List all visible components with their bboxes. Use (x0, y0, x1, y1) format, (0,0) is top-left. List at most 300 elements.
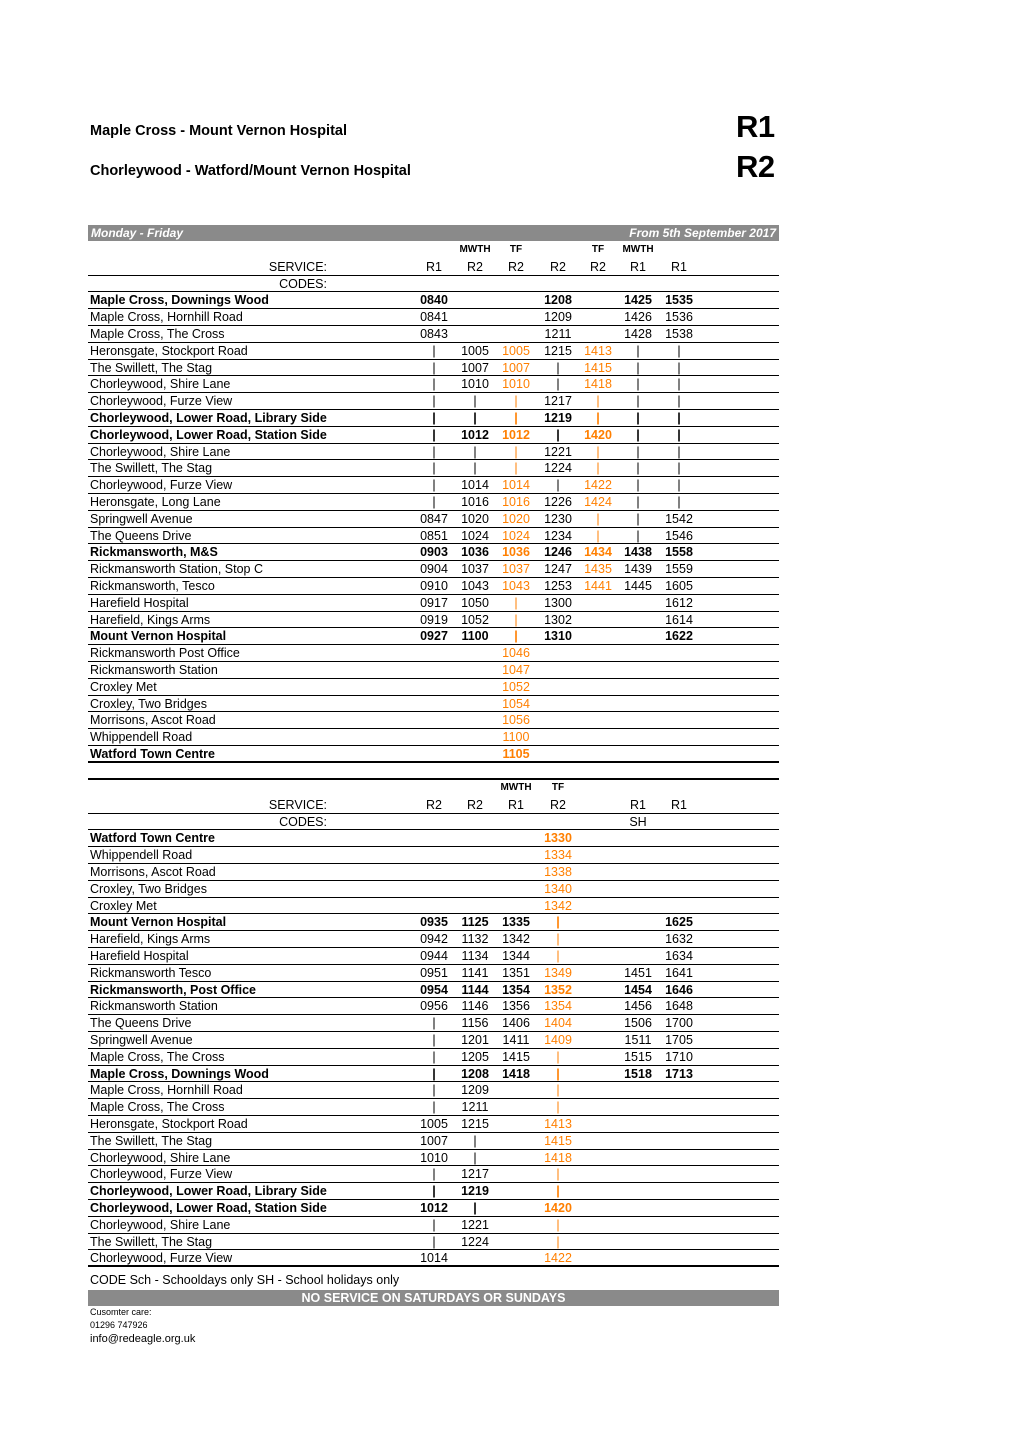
table-row (88, 1032, 779, 1049)
departure-time: | (473, 1133, 477, 1148)
departure-time: 0919 (420, 612, 448, 627)
table-row (88, 544, 779, 561)
stop-name: Harefield, Kings Arms (90, 612, 211, 627)
route-title-r1: Maple Cross - Mount Vernon Hospital (90, 123, 347, 139)
stop-name: The Swillett, The Stag (90, 1234, 213, 1249)
departure-time: | (432, 1234, 436, 1249)
departure-time: | (432, 1032, 436, 1047)
day-code: MWTH (500, 782, 532, 793)
stop-name: Watford Town Centre (90, 746, 215, 761)
departure-time: | (677, 410, 681, 425)
departure-time: | (432, 427, 436, 442)
departure-time: 1050 (461, 595, 489, 610)
service-code: R2 (550, 259, 566, 274)
departure-time: | (432, 1066, 436, 1081)
table-row (88, 460, 779, 477)
departure-time: 0927 (420, 629, 448, 644)
departure-time: | (473, 1200, 477, 1215)
departure-time: 1349 (544, 965, 572, 980)
departure-time: 1641 (665, 965, 693, 980)
day-code: TF (509, 244, 523, 255)
departure-time: 1010 (461, 377, 489, 392)
customer-care-email[interactable]: info@redeagle.org.uk (90, 1333, 196, 1345)
departure-time: 1005 (461, 343, 489, 358)
day-code: TF (551, 782, 565, 793)
departure-time: 1422 (544, 1251, 572, 1266)
stop-name: Chorleywood, Shire Lane (90, 1217, 231, 1232)
departure-time: 1338 (544, 864, 572, 879)
departure-time: 1205 (461, 1049, 489, 1064)
stop-name: Heronsgate, Stockport Road (90, 343, 248, 358)
effective-date: From 5th September 2017 (629, 226, 776, 240)
departure-time: | (556, 377, 560, 392)
departure-time: | (556, 1167, 560, 1182)
table-row (88, 1200, 779, 1217)
day-code: MWTH (622, 244, 654, 255)
departure-time: | (514, 595, 518, 610)
stop-name: Chorleywood, Shire Lane (90, 377, 231, 392)
departure-time: 1014 (461, 478, 489, 493)
departure-time: | (473, 1150, 477, 1165)
departure-time: 1024 (502, 528, 530, 543)
departure-time: 1219 (461, 1184, 489, 1199)
stop-name: Springwell Avenue (90, 511, 193, 526)
stop-name: The Swillett, The Stag (90, 1133, 213, 1148)
departure-time: 1209 (544, 310, 572, 325)
stop-name: Springwell Avenue (90, 1032, 193, 1047)
no-service-banner: NO SERVICE ON SATURDAYS OR SUNDAYS (88, 1290, 779, 1306)
departure-time: 1700 (665, 1016, 693, 1031)
stop-name: Morrisons, Ascot Road (90, 713, 216, 728)
table-row (88, 578, 779, 595)
departure-time: 1511 (624, 1032, 652, 1047)
days-banner (88, 225, 779, 241)
departure-time: 1230 (544, 511, 572, 526)
departure-time: | (432, 1167, 436, 1182)
departure-time: | (432, 360, 436, 375)
departure-time: 1209 (461, 1083, 489, 1098)
service-code: R2 (467, 797, 483, 812)
departure-time: | (514, 410, 518, 425)
departure-time: 0917 (420, 595, 448, 610)
table-row (88, 343, 779, 360)
departure-time: 0935 (420, 915, 448, 930)
departure-time: | (596, 394, 600, 409)
stop-name: Harefield, Kings Arms (90, 932, 211, 947)
codes-row (88, 276, 779, 293)
departure-time: 1342 (502, 932, 530, 947)
departure-time: 1352 (544, 982, 572, 997)
departure-time: 1221 (461, 1217, 489, 1232)
stop-name: Chorleywood, Shire Lane (90, 444, 231, 459)
departure-time: | (556, 1184, 560, 1199)
stop-name: Rickmansworth, Post Office (90, 982, 257, 997)
table-row (88, 410, 779, 427)
departure-time: 1428 (624, 326, 652, 341)
departure-time: 1710 (665, 1049, 693, 1064)
departure-time: 1215 (461, 1116, 489, 1131)
stop-name: Maple Cross, Downings Wood (90, 293, 269, 308)
departure-time: 1424 (584, 494, 612, 509)
departure-time: | (556, 932, 560, 947)
departure-time: 1413 (584, 343, 612, 358)
service-code: R2 (426, 797, 442, 812)
departure-time: 0843 (420, 326, 448, 341)
departure-time: 1420 (584, 427, 612, 442)
departure-time: | (432, 1100, 436, 1115)
table-row (88, 1250, 779, 1267)
table-row (88, 1133, 779, 1150)
codes-label: CODES: (279, 814, 327, 829)
timetable-outbound (88, 242, 779, 763)
departure-time: | (556, 1100, 560, 1115)
table-row (88, 830, 779, 847)
stop-name: Maple Cross, Hornhill Road (90, 310, 243, 325)
codes-label: CODES: (279, 276, 327, 291)
departure-time: 0954 (420, 982, 448, 997)
departure-time: 1344 (502, 948, 530, 963)
departure-time: | (556, 1083, 560, 1098)
table-row (88, 1150, 779, 1167)
departure-time: | (636, 394, 640, 409)
departure-time: 1215 (544, 343, 572, 358)
departure-time: | (514, 461, 518, 476)
departure-time: 1016 (461, 494, 489, 509)
day-code: MWTH (459, 244, 491, 255)
stop-name: Heronsgate, Long Lane (90, 494, 221, 509)
table-row (88, 1015, 779, 1032)
departure-time: | (556, 948, 560, 963)
stop-name: Rickmansworth, M&S (90, 545, 218, 560)
departure-time: 1538 (665, 326, 693, 341)
table-row (88, 712, 779, 729)
departure-time: 1100 (502, 730, 530, 745)
departure-time: 1334 (544, 848, 572, 863)
stop-name: Croxley Met (90, 679, 157, 694)
departure-time: 1217 (544, 394, 572, 409)
departure-time: 1047 (502, 662, 530, 677)
departure-time: 1418 (584, 377, 612, 392)
service-code: R2 (467, 259, 483, 274)
departure-time: 0951 (420, 965, 448, 980)
departure-time: 1614 (665, 612, 693, 627)
departure-time: | (677, 461, 681, 476)
stop-name: Chorleywood, Furze View (90, 478, 233, 493)
departure-time: | (556, 360, 560, 375)
departure-time: 1005 (420, 1116, 448, 1131)
departure-time: | (514, 444, 518, 459)
departure-time: | (596, 528, 600, 543)
departure-time: 1415 (584, 360, 612, 375)
departure-time: 1024 (461, 528, 489, 543)
departure-time: 1037 (461, 562, 489, 577)
table-row (88, 427, 779, 444)
departure-time: 0847 (420, 511, 448, 526)
departure-time: | (677, 394, 681, 409)
departure-time: | (473, 394, 477, 409)
stop-name: Maple Cross, Downings Wood (90, 1066, 269, 1081)
stop-name: Rickmansworth Station (90, 662, 218, 677)
table-row (88, 898, 779, 915)
departure-time: 1043 (461, 578, 489, 593)
departure-time: | (677, 377, 681, 392)
departure-time: 0910 (420, 578, 448, 593)
departure-time: 1342 (544, 898, 572, 913)
departure-time: 1434 (584, 545, 612, 560)
table-row (88, 528, 779, 545)
table-row (88, 948, 779, 965)
departure-time: 1646 (665, 982, 693, 997)
departure-time: | (432, 377, 436, 392)
departure-time: 1634 (665, 948, 693, 963)
departure-time: 1438 (624, 545, 652, 560)
stop-name: Maple Cross, The Cross (90, 326, 225, 341)
stop-name: Whippendell Road (90, 730, 193, 745)
service-code: R1 (508, 797, 524, 812)
service-code: R2 (590, 259, 606, 274)
table-row (88, 729, 779, 746)
departure-time: 1415 (502, 1049, 530, 1064)
departure-time: | (432, 478, 436, 493)
table-row (88, 292, 779, 309)
departure-time: 1037 (502, 562, 530, 577)
table-row (88, 914, 779, 931)
departure-time: | (596, 444, 600, 459)
day-codes-row (88, 780, 779, 797)
departure-time: 1016 (502, 494, 530, 509)
table-row (88, 998, 779, 1015)
departure-time: | (636, 360, 640, 375)
departure-time: 1221 (544, 444, 572, 459)
departure-time: | (556, 427, 560, 442)
departure-time: 1300 (544, 595, 572, 610)
departure-time: 1451 (624, 965, 652, 980)
departure-time: 1014 (420, 1251, 448, 1266)
route-code-r2: R2 (736, 149, 775, 184)
stop-name: Rickmansworth Station (90, 999, 218, 1014)
departure-time: 1418 (502, 1066, 530, 1081)
stop-name: The Swillett, The Stag (90, 461, 213, 476)
service-label: SERVICE: (268, 797, 327, 812)
table-row (88, 965, 779, 982)
departure-time: 1404 (544, 1016, 572, 1031)
departure-time: 1426 (624, 310, 652, 325)
departure-time: | (636, 528, 640, 543)
table-row (88, 645, 779, 662)
stop-name: Croxley, Two Bridges (90, 696, 207, 711)
departure-time: | (636, 427, 640, 442)
departure-time: 1411 (502, 1032, 530, 1047)
departure-time: 1542 (665, 511, 693, 526)
departure-time: 0851 (420, 528, 448, 543)
departure-time: | (473, 444, 477, 459)
departure-time: | (556, 478, 560, 493)
table-row (88, 326, 779, 343)
departure-time: 1208 (544, 293, 572, 308)
timetable-return (88, 780, 779, 1267)
departure-time: | (556, 1049, 560, 1064)
departure-time: 1052 (502, 679, 530, 694)
stop-name: Chorleywood, Furze View (90, 394, 233, 409)
service-code: R1 (630, 797, 646, 812)
customer-care-phone: 01296 747926 (90, 1320, 148, 1330)
departure-time: 1435 (584, 562, 612, 577)
departure-time: 0944 (420, 948, 448, 963)
table-row (88, 864, 779, 881)
codes-note: CODE Sch - Schooldays only SH - School holidays only (90, 1273, 400, 1287)
departure-time: | (556, 1234, 560, 1249)
route-title-r2: Chorleywood - Watford/Mount Vernon Hospital (90, 163, 411, 179)
table-row (88, 746, 779, 763)
departure-time: | (473, 461, 477, 476)
departure-time: 1622 (665, 629, 693, 644)
departure-time: | (636, 478, 640, 493)
departure-time: | (432, 1083, 436, 1098)
departure-time: 1409 (544, 1032, 572, 1047)
departure-time: 1330 (544, 831, 572, 846)
departure-time: 1354 (502, 982, 530, 997)
departure-time: 1605 (665, 578, 693, 593)
stop-name: Mount Vernon Hospital (90, 915, 227, 930)
customer-care-label: Cusomter care: (90, 1307, 152, 1317)
departure-time: | (596, 511, 600, 526)
departure-time: 1007 (461, 360, 489, 375)
departure-time: 1012 (502, 427, 530, 442)
departure-time: | (432, 1016, 436, 1031)
table-row (88, 1166, 779, 1183)
departure-time: | (432, 1184, 436, 1199)
departure-time: 1217 (461, 1167, 489, 1182)
departure-time: 1010 (502, 377, 530, 392)
departure-time: 1413 (544, 1116, 572, 1131)
departure-time: 1211 (544, 326, 572, 341)
departure-time: 1420 (544, 1200, 572, 1215)
departure-time: 0841 (420, 310, 448, 325)
departure-time: | (596, 461, 600, 476)
table-row (88, 612, 779, 629)
departure-time: 1012 (461, 427, 489, 442)
departure-time: 1036 (502, 545, 530, 560)
table-row (88, 662, 779, 679)
table-row (88, 477, 779, 494)
table-row (88, 494, 779, 511)
departure-time: 1020 (502, 511, 530, 526)
departure-time: 1056 (502, 713, 530, 728)
days-label: Monday - Friday (91, 226, 184, 240)
departure-time: 1422 (584, 478, 612, 493)
stop-name: Chorleywood, Lower Road, Library Side (90, 410, 327, 425)
table-row (88, 1217, 779, 1234)
departure-time: 1219 (544, 410, 572, 425)
departure-time: 1201 (461, 1032, 489, 1047)
departure-time: 1007 (420, 1133, 448, 1148)
departure-time: 1302 (544, 612, 572, 627)
departure-time: 1546 (665, 528, 693, 543)
departure-time: | (432, 444, 436, 459)
departure-time: 1559 (665, 562, 693, 577)
table-row (88, 628, 779, 645)
departure-time: 1144 (461, 982, 489, 997)
departure-time: 1043 (502, 578, 530, 593)
departure-time: 1020 (461, 511, 489, 526)
departure-time: 0903 (420, 545, 448, 560)
departure-time: 1141 (461, 965, 489, 980)
departure-time: 1705 (665, 1032, 693, 1047)
departure-time: 1648 (665, 999, 693, 1014)
departure-time: 1310 (544, 629, 572, 644)
departure-time: 1010 (420, 1150, 448, 1165)
departure-time: | (636, 377, 640, 392)
table-row (88, 1234, 779, 1251)
stop-name: Whippendell Road (90, 848, 193, 863)
departure-time: | (636, 410, 640, 425)
departure-time: 1351 (502, 965, 530, 980)
departure-time: 1713 (665, 1066, 693, 1081)
departure-time: 1356 (502, 999, 530, 1014)
table-row (88, 1082, 779, 1099)
code-value: SH (629, 814, 647, 829)
stop-name: Maple Cross, Hornhill Road (90, 1083, 243, 1098)
day-codes-row (88, 242, 779, 259)
departure-time: 1406 (502, 1016, 530, 1031)
departure-time: | (514, 612, 518, 627)
service-code: R1 (630, 259, 646, 274)
stop-name: Watford Town Centre (90, 831, 215, 846)
departure-time: | (432, 461, 436, 476)
departure-time: 1208 (461, 1066, 489, 1081)
stop-name: Chorleywood, Furze View (90, 1251, 233, 1266)
stop-name: Croxley, Two Bridges (90, 881, 207, 896)
departure-time: | (636, 444, 640, 459)
table-row (88, 595, 779, 612)
departure-time: 1558 (665, 545, 693, 560)
table-row (88, 1049, 779, 1066)
departure-time: 1146 (461, 999, 489, 1014)
departure-time: 0904 (420, 562, 448, 577)
stop-name: Mount Vernon Hospital (90, 629, 227, 644)
departure-time: 1425 (624, 293, 652, 308)
table-row (88, 881, 779, 898)
stop-name: Chorleywood, Lower Road, Library Side (90, 1184, 327, 1199)
departure-time: 0840 (420, 293, 448, 308)
departure-time: 1224 (461, 1234, 489, 1249)
table-row (88, 376, 779, 393)
departure-time: | (556, 915, 560, 930)
departure-time: | (596, 410, 600, 425)
departure-time: 1247 (544, 562, 572, 577)
departure-time: | (556, 1066, 560, 1081)
route-code-r1: R1 (736, 109, 775, 144)
service-code: R1 (426, 259, 442, 274)
stop-name: Chorleywood, Shire Lane (90, 1150, 231, 1165)
departure-time: 1354 (544, 999, 572, 1014)
departure-time: 1100 (461, 629, 489, 644)
table-row (88, 511, 779, 528)
stop-name: Rickmansworth, Tesco (90, 578, 215, 593)
stop-name: Harefield Hospital (90, 948, 189, 963)
departure-time: 1052 (461, 612, 489, 627)
departure-time: | (677, 427, 681, 442)
service-code: R2 (550, 797, 566, 812)
table-row (88, 1183, 779, 1200)
departure-time: 1518 (624, 1066, 652, 1081)
departure-time: 1506 (624, 1016, 652, 1031)
stop-name: The Queens Drive (90, 528, 192, 543)
departure-time: 1211 (461, 1100, 489, 1115)
departure-time: | (432, 394, 436, 409)
departure-time: 1253 (544, 578, 572, 593)
departure-time: 1625 (665, 915, 693, 930)
